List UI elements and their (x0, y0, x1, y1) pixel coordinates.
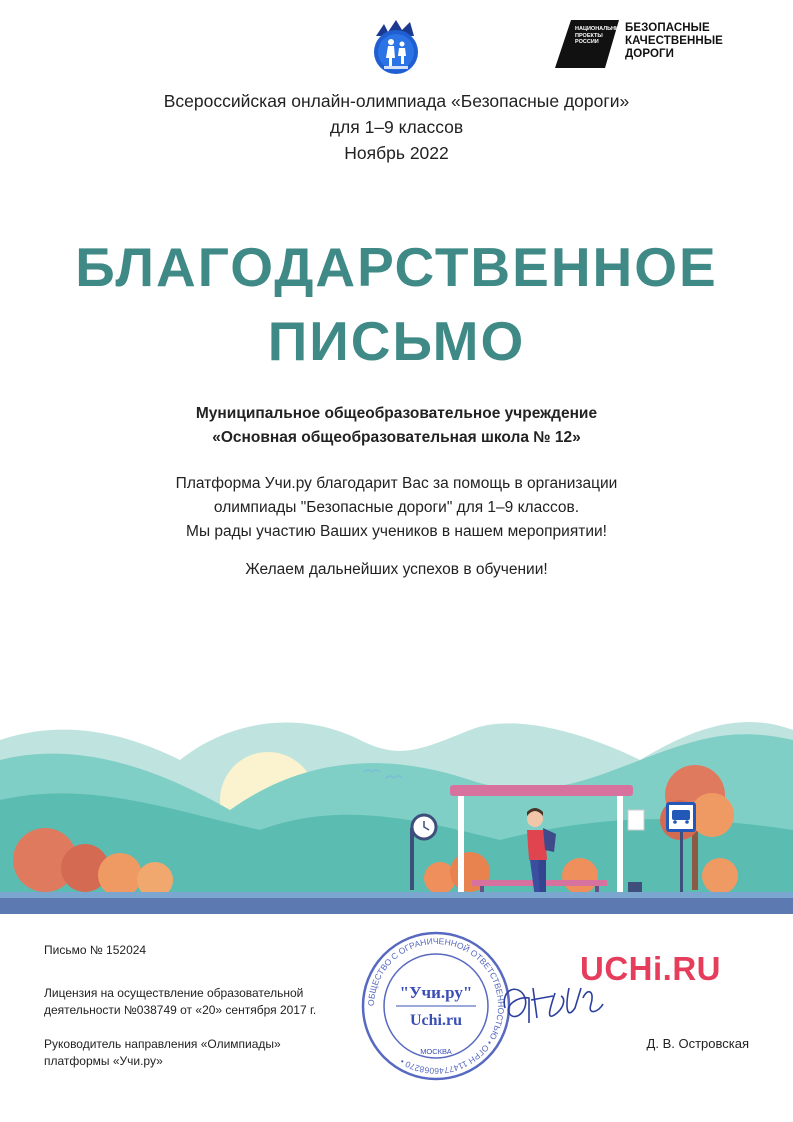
license-line: Лицензия на осуществление образовательной (44, 986, 304, 1000)
np-text-line: НАЦИОНАЛЬНЫЕ (575, 26, 625, 32)
body-line: олимпиады "Безопасные дороги" для 1–9 классов. (213, 499, 580, 516)
body-line: Платформа Учи.ру благодарит Вас за помощь в организации (175, 475, 618, 492)
wish-text: Желаем дальнейших успехов в обучении! (245, 561, 548, 578)
license-line: деятельности №038749 от «20» сентября 2017 г. (44, 1003, 317, 1017)
logo-text-line: КАЧЕСТВЕННЫЕ ДОРОГИ (625, 35, 723, 60)
np-text-line: ПРОЕКТЫ (575, 32, 603, 39)
olympiad-line: Всероссийская онлайн-олимпиада «Безопасные дороги» (163, 91, 630, 111)
olympiad-line: для 1–9 классов (329, 117, 464, 137)
title-line: ПИСЬМО (267, 310, 526, 372)
stamp-text: "Учи.ру" (399, 983, 473, 1002)
director-line: Руководитель направления «Олимпиады» (44, 1037, 281, 1051)
recipient-line: Муниципальное общеобразовательное учреждение (195, 405, 598, 422)
stamp-ring-text: ОБЩЕСТВО С ОГРАНИЧЕННОЙ ОТВЕТСТВЕННОСТЬЮ • ОГРН 1147746068270 • (365, 935, 507, 1077)
page-title (0, 230, 793, 378)
np-text-line: РОССИИ (575, 39, 599, 45)
logo-text-line: БЕЗОПАСНЫЕ (625, 22, 710, 34)
director-title (44, 1036, 281, 1070)
olympiad-info (0, 88, 793, 166)
stamp-text: Uchi.ru (410, 1012, 462, 1029)
signature (495, 968, 605, 1038)
body-line: Мы рады участию Ваших учеников в нашем мероприятии! (186, 523, 607, 540)
official-stamp (360, 930, 512, 1082)
recipient (0, 402, 793, 450)
uchi-logo: UCHi.RU (580, 950, 721, 987)
national-project-logo (553, 16, 773, 72)
license-info (44, 985, 316, 1019)
recipient-line: «Основная общеобразовательная школа № 12» (212, 429, 581, 446)
safe-roads-emblem (370, 18, 422, 74)
body-text (0, 472, 793, 544)
signer-name: Д. В. Островская (646, 1036, 749, 1051)
title-line: БЛАГОДАРСТВЕННОЕ (75, 236, 718, 298)
bus-stop-illustration (0, 700, 793, 920)
letter-number: Письмо № 152024 (44, 943, 147, 957)
director-line: платформы «Учи.ру» (44, 1054, 163, 1068)
stamp-city: МОСКВА (420, 1047, 452, 1056)
olympiad-line: Ноябрь 2022 (344, 143, 449, 163)
